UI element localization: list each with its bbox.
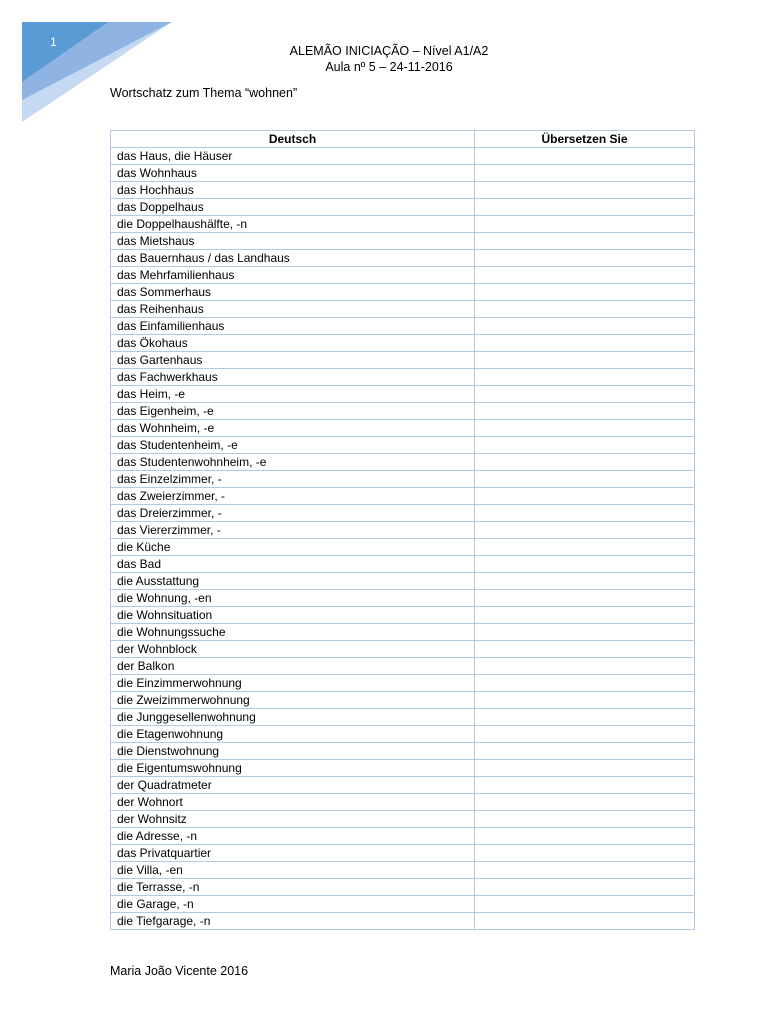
table-row [111, 318, 695, 335]
translation-cell[interactable] [475, 709, 695, 726]
translation-cell[interactable] [475, 811, 695, 828]
table-row [111, 794, 695, 811]
vocabulary-subtitle: Wortschatz zum Thema “wohnen” [110, 86, 298, 100]
translation-cell[interactable] [475, 505, 695, 522]
german-term: die Garage, -n [111, 896, 475, 913]
translation-cell[interactable] [475, 794, 695, 811]
german-term: das Sommerhaus [111, 284, 475, 301]
translation-cell[interactable] [475, 845, 695, 862]
translation-cell[interactable] [475, 913, 695, 930]
table-row [111, 709, 695, 726]
german-term: das Fachwerkhaus [111, 369, 475, 386]
table-row [111, 760, 695, 777]
table-row [111, 267, 695, 284]
german-term: die Doppelhaushälfte, -n [111, 216, 475, 233]
german-term: die Etagenwohnung [111, 726, 475, 743]
table-row [111, 845, 695, 862]
table-row [111, 862, 695, 879]
table-row [111, 420, 695, 437]
german-term: die Wohnungssuche [111, 624, 475, 641]
german-term: das Gartenhaus [111, 352, 475, 369]
german-term: das Privatquartier [111, 845, 475, 862]
table-row [111, 454, 695, 471]
translation-cell[interactable] [475, 658, 695, 675]
german-term: das Ökohaus [111, 335, 475, 352]
lesson-info: Aula nº 5 – 24-11-2016 [325, 60, 453, 74]
table-row [111, 386, 695, 403]
table-row [111, 522, 695, 539]
translation-cell[interactable] [475, 488, 695, 505]
german-term: die Küche [111, 539, 475, 556]
translation-cell[interactable] [475, 879, 695, 896]
german-term: das Studentenheim, -e [111, 437, 475, 454]
column-header-translation: Übersetzen Sie [475, 131, 695, 148]
table-row [111, 250, 695, 267]
table-row [111, 777, 695, 794]
table-row [111, 675, 695, 692]
german-term: das Reihenhaus [111, 301, 475, 318]
translation-cell[interactable] [475, 692, 695, 709]
table-row [111, 148, 695, 165]
german-term: das Zweierzimmer, - [111, 488, 475, 505]
german-term: die Ausstattung [111, 573, 475, 590]
translation-cell[interactable] [475, 148, 695, 165]
table-row [111, 913, 695, 930]
translation-cell[interactable] [475, 301, 695, 318]
german-term: das Haus, die Häuser [111, 148, 475, 165]
german-term: die Adresse, -n [111, 828, 475, 845]
table-row [111, 488, 695, 505]
table-row [111, 607, 695, 624]
german-term: die Eigentumswohnung [111, 760, 475, 777]
translation-cell[interactable] [475, 335, 695, 352]
german-term: das Studentenwohnheim, -e [111, 454, 475, 471]
translation-cell[interactable] [475, 403, 695, 420]
translation-cell[interactable] [475, 743, 695, 760]
table-row [111, 335, 695, 352]
table-row [111, 573, 695, 590]
german-term: das Hochhaus [111, 182, 475, 199]
translation-cell[interactable] [475, 573, 695, 590]
table-row [111, 556, 695, 573]
table-row [111, 216, 695, 233]
author-footer: Maria João Vicente 2016 [110, 964, 249, 978]
table-row [111, 624, 695, 641]
table-row [111, 369, 695, 386]
translation-cell[interactable] [475, 641, 695, 658]
table-row [111, 590, 695, 607]
german-term: das Wohnheim, -e [111, 420, 475, 437]
translation-cell[interactable] [475, 539, 695, 556]
german-term: das Eigenheim, -e [111, 403, 475, 420]
table-row [111, 743, 695, 760]
german-term: die Villa, -en [111, 862, 475, 879]
translation-cell[interactable] [475, 284, 695, 301]
table-row [111, 233, 695, 250]
german-term: der Wohnort [111, 794, 475, 811]
table-header-row [111, 131, 695, 148]
translation-cell[interactable] [475, 777, 695, 794]
table-row [111, 182, 695, 199]
column-header-deutsch: Deutsch [111, 131, 475, 148]
translation-cell[interactable] [475, 352, 695, 369]
german-term: das Dreierzimmer, - [111, 505, 475, 522]
vocabulary-table [110, 130, 695, 930]
german-term: das Heim, -e [111, 386, 475, 403]
translation-cell[interactable] [475, 182, 695, 199]
german-term: die Einzimmerwohnung [111, 675, 475, 692]
translation-cell[interactable] [475, 318, 695, 335]
table-row [111, 726, 695, 743]
german-term: das Mietshaus [111, 233, 475, 250]
table-row [111, 828, 695, 845]
german-term: die Zweizimmerwohnung [111, 692, 475, 709]
table-row [111, 284, 695, 301]
page-number: 1 [50, 35, 57, 49]
table-row [111, 879, 695, 896]
translation-cell[interactable] [475, 165, 695, 182]
german-term: das Einfamilienhaus [111, 318, 475, 335]
translation-cell[interactable] [475, 624, 695, 641]
translation-cell[interactable] [475, 590, 695, 607]
translation-cell[interactable] [475, 233, 695, 250]
table-row [111, 199, 695, 216]
table-row [111, 301, 695, 318]
german-term: die Junggesellenwohnung [111, 709, 475, 726]
german-term: der Wohnblock [111, 641, 475, 658]
german-term: der Quadratmeter [111, 777, 475, 794]
table-row [111, 692, 695, 709]
translation-cell[interactable] [475, 607, 695, 624]
german-term: die Wohnung, -en [111, 590, 475, 607]
table-row [111, 896, 695, 913]
translation-cell[interactable] [475, 675, 695, 692]
translation-cell[interactable] [475, 556, 695, 573]
translation-cell[interactable] [475, 369, 695, 386]
german-term: der Balkon [111, 658, 475, 675]
table-row [111, 403, 695, 420]
table-row [111, 165, 695, 182]
translation-cell[interactable] [475, 896, 695, 913]
translation-cell[interactable] [475, 250, 695, 267]
german-term: das Viererzimmer, - [111, 522, 475, 539]
german-term: das Bad [111, 556, 475, 573]
course-title: ALEMÃO INICIAÇÃO – Nível A1/A2 [289, 44, 489, 58]
table-row [111, 505, 695, 522]
table-row [111, 437, 695, 454]
german-term: der Wohnsitz [111, 811, 475, 828]
translation-cell[interactable] [475, 420, 695, 437]
translation-cell[interactable] [475, 386, 695, 403]
table-row [111, 471, 695, 488]
translation-cell[interactable] [475, 828, 695, 845]
german-term: das Wohnhaus [111, 165, 475, 182]
table-row [111, 352, 695, 369]
german-term: das Einzelzimmer, - [111, 471, 475, 488]
vocabulary-rows [111, 148, 695, 930]
german-term: das Bauernhaus / das Landhaus [111, 250, 475, 267]
german-term: die Terrasse, -n [111, 879, 475, 896]
table-row [111, 641, 695, 658]
german-term: die Tiefgarage, -n [111, 913, 475, 930]
german-term: die Wohnsituation [111, 607, 475, 624]
translation-cell[interactable] [475, 454, 695, 471]
translation-cell[interactable] [475, 437, 695, 454]
translation-cell[interactable] [475, 216, 695, 233]
table-row [111, 658, 695, 675]
translation-cell[interactable] [475, 471, 695, 488]
translation-cell[interactable] [475, 726, 695, 743]
table-row [111, 539, 695, 556]
translation-cell[interactable] [475, 862, 695, 879]
german-term: das Mehrfamilienhaus [111, 267, 475, 284]
translation-cell[interactable] [475, 760, 695, 777]
german-term: die Dienstwohnung [111, 743, 475, 760]
table-row [111, 811, 695, 828]
translation-cell[interactable] [475, 267, 695, 284]
translation-cell[interactable] [475, 522, 695, 539]
translation-cell[interactable] [475, 199, 695, 216]
document-header [0, 43, 768, 75]
german-term: das Doppelhaus [111, 199, 475, 216]
